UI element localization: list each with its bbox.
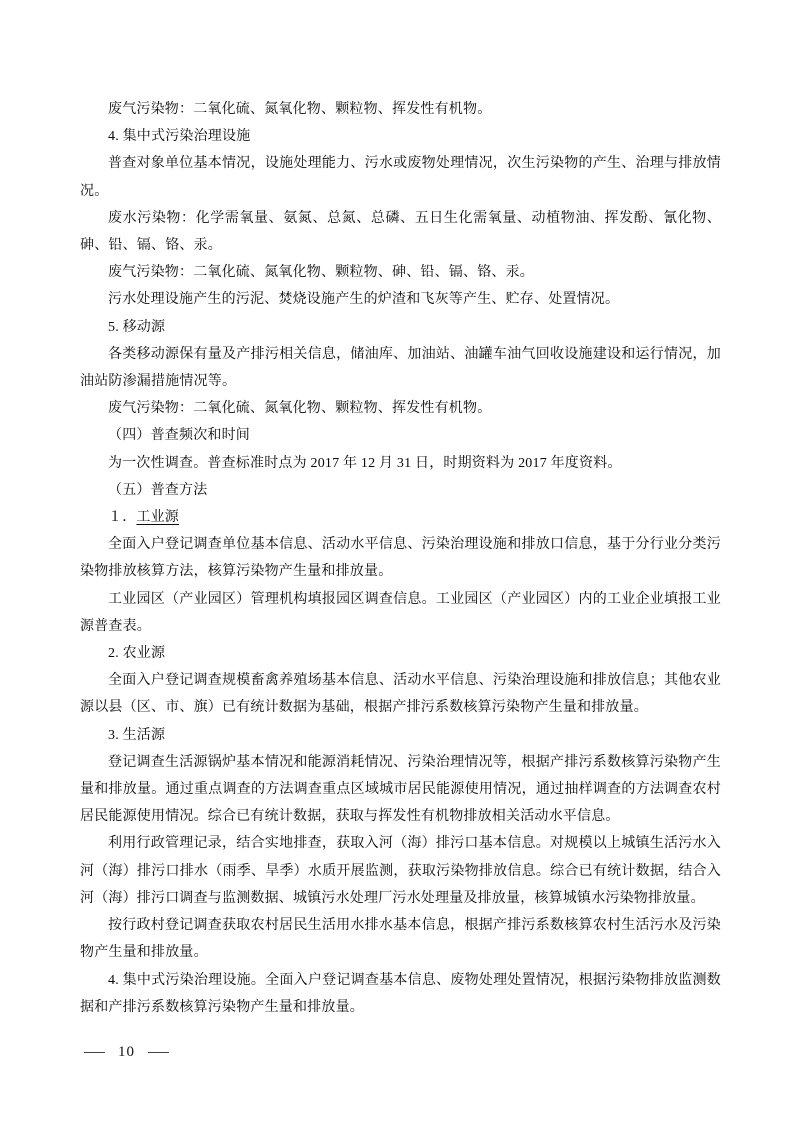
document-body — [80, 96, 721, 1021]
paragraph-agricultural-survey-method: 全面入户登记调查规模畜禽养殖场基本信息、活动水平信息、污染治理设施和排放信息；其他农业源以县（区、市、旗）已有统计数据为基础，根据产排污系数核算污染物产生量和排放量。 — [80, 673, 721, 716]
paragraph-industrial-park-reporting: 工业园区（产业园区）管理机构填报园区调查信息。工业园区（产业园区）内的工业企业填报工业源普查表。 — [80, 591, 721, 634]
paragraph-waste-gas-pollutants-metals: 废气污染物：二氧化硫、氮氧化物、颗粒物、砷、铅、镉、铬、汞。 — [108, 265, 534, 281]
paragraph-industrial-survey-method: 全面入户登记调查单位基本信息、活动水平信息、污染治理设施和排放口信息，基于分行业分类污染物排放核算方法，核算污染物产生量和排放量。 — [80, 537, 721, 580]
heading-section-4-frequency-time: （四）普查频次和时间 — [108, 428, 250, 444]
heading-title-underlined: 工业源 — [136, 510, 180, 526]
paragraph-outfall-monitoring: 利用行政管理记录，结合实地排查，获取入河（海）排污口基本信息。对规模以上城镇生活污水入河（海）排污口排水（雨季、旱季）水质开展监测，获取污染物排放信息。综合已有统计数据，结合入河（海）排污口调查与监测数据、城镇污水处理厂污水处理量及排放量，核算城镇水污染物排放量。 — [80, 836, 721, 906]
paragraph-rural-water-survey: 按行政村登记调查获取农村居民生活用水排水基本信息，根据产排污系数核算农村生活污水及污染物产生量和排放量。 — [80, 918, 721, 961]
heading-item-4-centralized-facilities: 4. 集中式污染治理设施 — [108, 129, 251, 145]
heading-item-3-residential-sources: 3. 生活源 — [108, 727, 166, 743]
paragraph-waste-gas-pollutants: 废气污染物：二氧化硫、氮氧化物、颗粒物、挥发性有机物。 — [108, 102, 492, 117]
paragraph-item-4-centralized-method: 4. 集中式污染治理设施。全面入户登记调查基本信息、废物处理处置情况，根据污染物排放监测数据和产排污系数核算污染物产生量和排放量。 — [80, 972, 721, 1015]
heading-item-1-industrial-sources — [80, 504, 721, 531]
paragraph-sludge-slag-disposal: 污水处理设施产生的污泥、焚烧设施产生的炉渣和飞灰等产生、贮存、处置情况。 — [108, 292, 620, 308]
page-number-footer — [84, 1044, 169, 1061]
heading-section-5-census-method: （五）普查方法 — [108, 482, 208, 498]
paragraph-wastewater-pollutants: 废水污染物：化学需氧量、氨氮、总氮、总磷、五日生化需氧量、动植物油、挥发酚、氰化物、砷、铅、镉、铬、汞。 — [80, 210, 721, 254]
footer-left-dash — [84, 1052, 105, 1054]
paragraph-mobile-source-info: 各类移动源保有量及产排污相关信息，储油库、加油站、油罐车油气回收设施建设和运行情况，加油站防渗漏措施情况等。 — [80, 346, 721, 390]
footer-right-dash — [148, 1052, 169, 1054]
heading-item-5-mobile-sources: 5. 移动源 — [108, 319, 166, 335]
page-number: 10 — [118, 1044, 135, 1060]
paragraph-residential-boiler-energy: 登记调查生活源锅炉基本情况和能源消耗情况、污染治理情况等，根据产排污系数核算污染物产生量和排放量。通过重点调查的方法调查重点区域城市居民能源使用情况，通过抽样调查的方法调查农村居民能源使用情况。综合已有统计数据，获取与挥发性有机物排放相关活动水平信息。 — [80, 754, 721, 825]
paragraph-census-standard-time: 为一次性调查。普查标准时点为 2017 年 12 月 31 日，时期资料为 2017 年度资料。 — [108, 455, 622, 471]
heading-number: １． — [108, 510, 137, 526]
paragraph-facility-survey-scope: 普查对象单位基本情况，设施处理能力、污水或废物处理情况，次生污染物的产生、治理与排放情况。 — [80, 156, 721, 199]
heading-item-2-agricultural-sources: 2. 农业源 — [108, 646, 166, 662]
paragraph-mobile-waste-gas-pollutants: 废气污染物：二氧化硫、氮氧化物、颗粒物、挥发性有机物。 — [108, 401, 492, 417]
